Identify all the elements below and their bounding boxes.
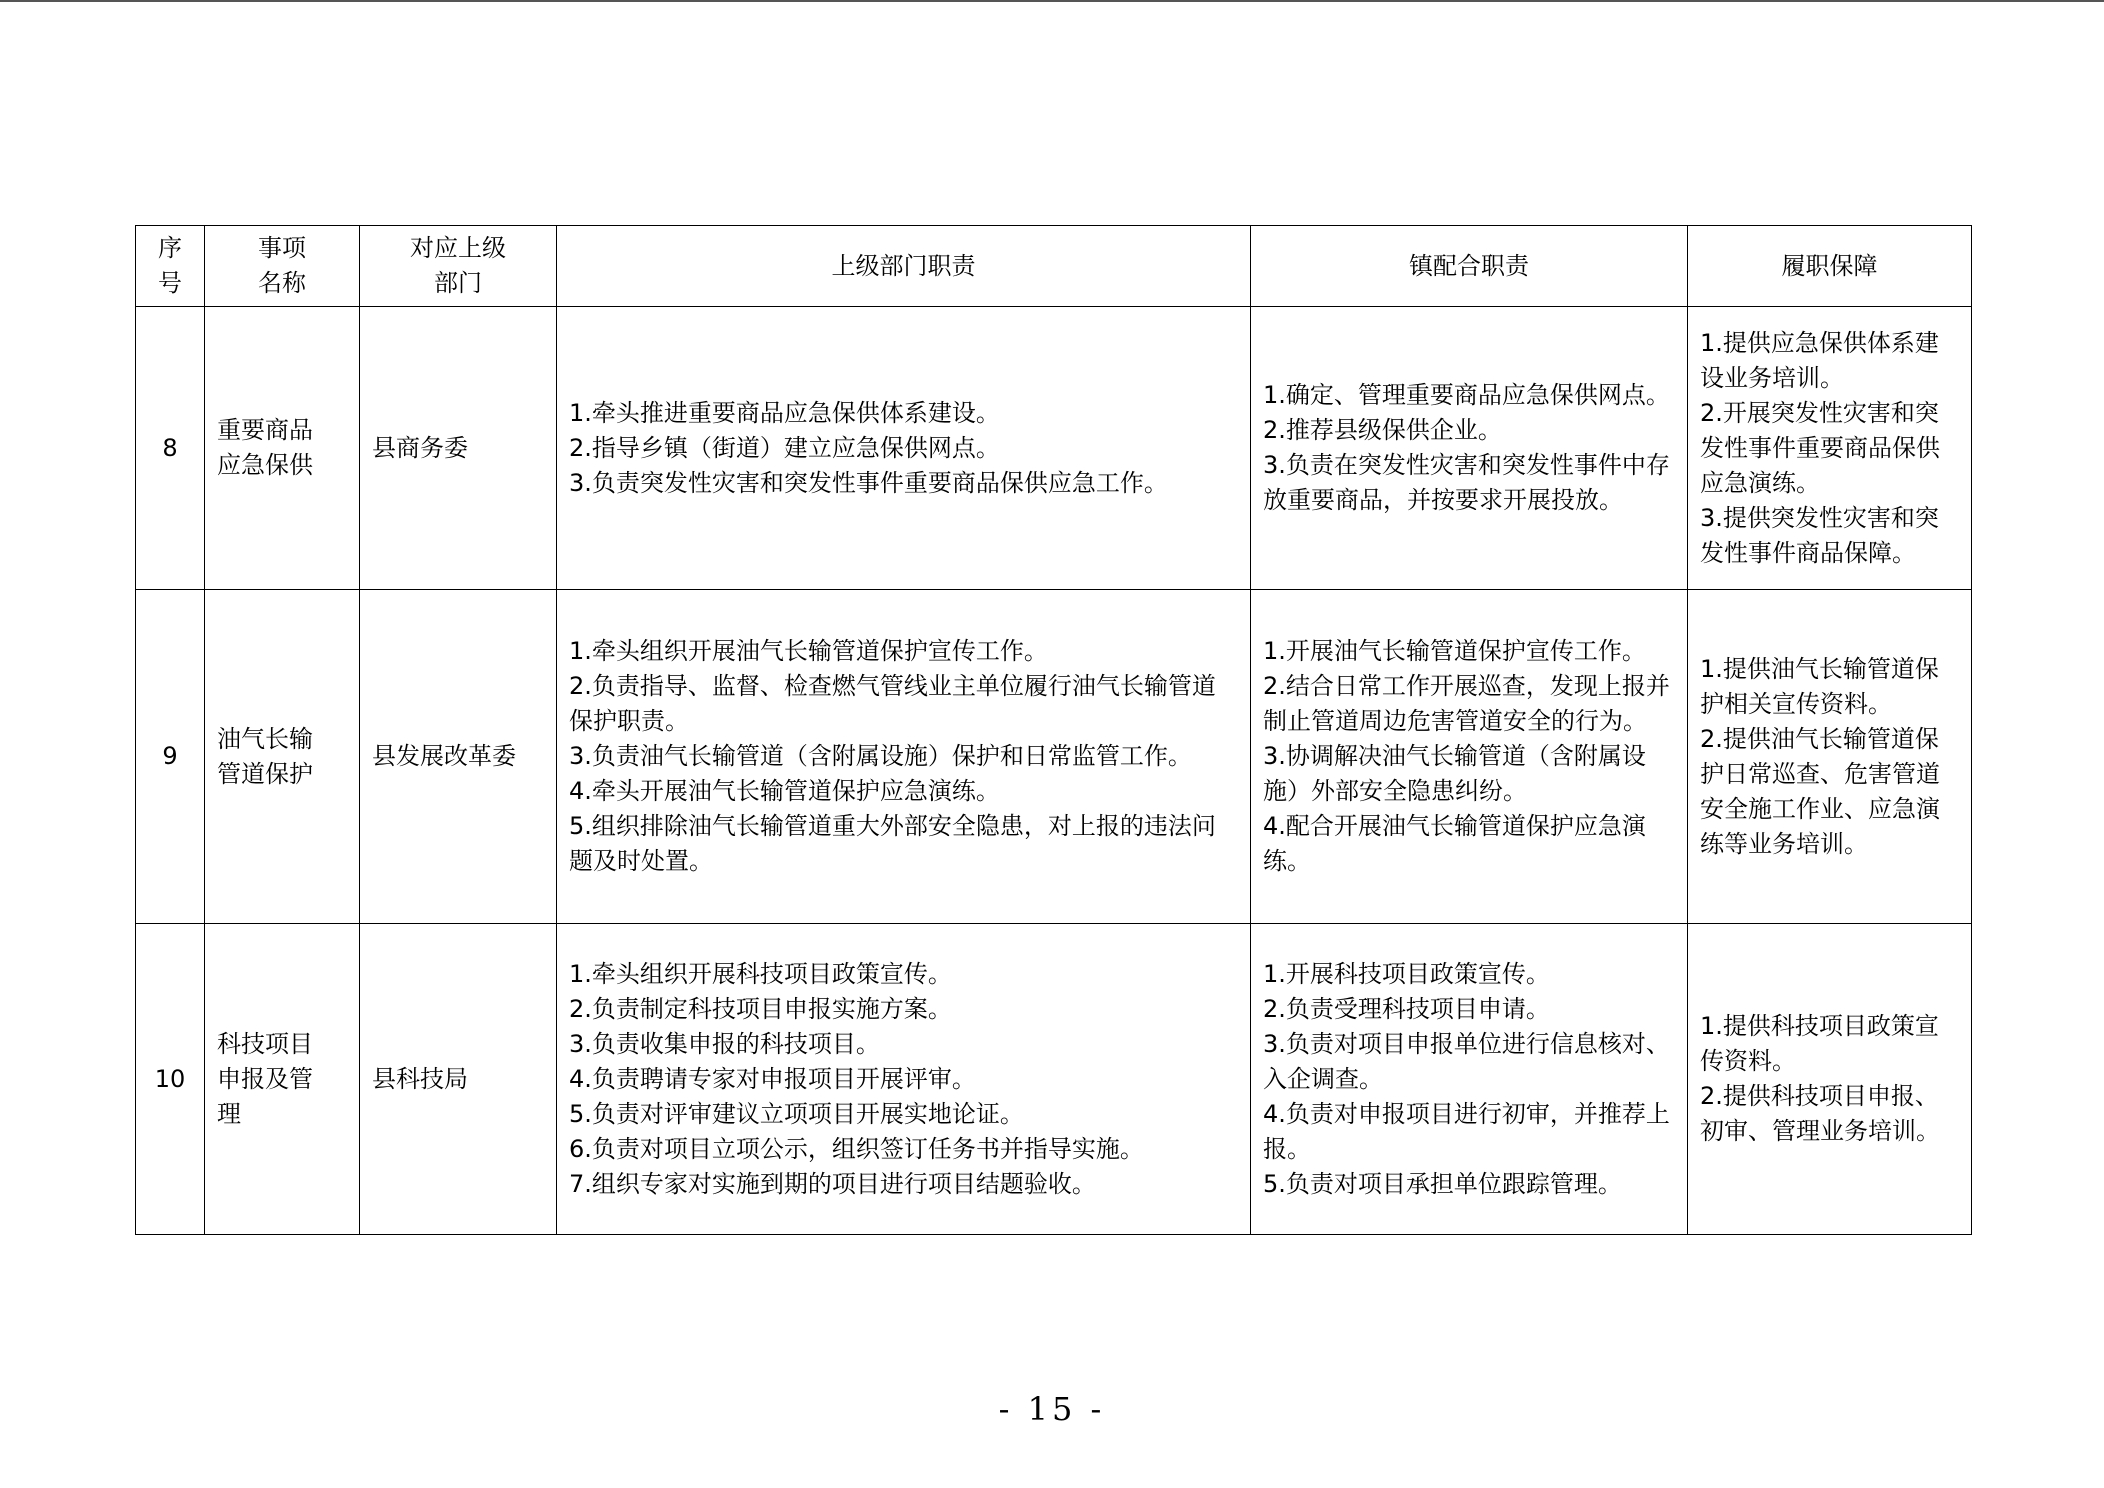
cell-name-line: 应急保供 <box>217 451 313 479</box>
table-row <box>136 924 1972 1235</box>
cell-name-line: 重要商品 <box>217 416 313 444</box>
duty-item: 3.协调解决油气长输管道（含附属设施）外部安全隐患纠纷。 <box>1263 742 1646 805</box>
guarantee-item: 1.提供油气长输管道保护相关宣传资料。 <box>1700 654 1939 718</box>
duty-item: 5.负责对项目承担单位跟踪管理。 <box>1263 1169 1622 1198</box>
duty-item: 2.推荐县级保供企业。 <box>1263 416 1502 444</box>
duty-item: 5.组织排除油气长输管道重大外部安全隐患，对上报的违法问题及时处置。 <box>569 812 1216 875</box>
header-superior-dept <box>360 226 557 307</box>
table-row <box>136 590 1972 924</box>
table-header-row <box>136 226 1972 307</box>
duty-item: 5.负责对评审建议立项项目开展实地论证。 <box>569 1099 1024 1128</box>
duty-item: 1.牵头组织开展油气长输管道保护宣传工作。 <box>569 637 1048 665</box>
header-no <box>136 226 205 307</box>
cell-name-line: 理 <box>217 1099 241 1128</box>
cell-name-line: 科技项目 <box>217 1029 313 1058</box>
cell-superior-duties <box>557 924 1251 1235</box>
guarantee-item: 2.提供科技项目申报、初审、管理业务培训。 <box>1700 1082 1940 1145</box>
cell-guarantee <box>1688 307 1972 590</box>
cell-town-duties <box>1251 924 1688 1235</box>
header-town-duties: 镇配合职责 <box>1251 226 1688 307</box>
duty-item: 4.牵头开展油气长输管道保护应急演练。 <box>569 777 1000 805</box>
duty-item: 6.负责对项目立项公示，组织签订任务书并指导实施。 <box>569 1134 1144 1163</box>
page-number: - 15 - <box>998 1390 1106 1428</box>
cell-town-duties <box>1251 590 1688 924</box>
cell-dept: 县发展改革委 <box>360 590 557 924</box>
guarantee-item: 2.提供油气长输管道保护日常巡查、危害管道安全施工作业、应急演练等业务培训。 <box>1700 724 1940 858</box>
duty-item: 2.负责指导、监督、检查燃气管线业主单位履行油气长输管道保护职责。 <box>569 672 1216 735</box>
cell-guarantee <box>1688 590 1972 924</box>
duty-item: 3.负责突发性灾害和突发性事件重要商品保供应急工作。 <box>569 468 1168 497</box>
duty-item: 2.结合日常工作开展巡查，发现上报并制止管道周边危害管道安全的行为。 <box>1263 672 1670 735</box>
cell-name-line: 申报及管 <box>217 1064 313 1093</box>
duty-item: 7.组织专家对实施到期的项目进行项目结题验收。 <box>569 1169 1096 1198</box>
header-name-line: 事项 <box>258 234 306 262</box>
top-border-line <box>0 0 2104 2</box>
duty-item: 4.配合开展油气长输管道保护应急演练。 <box>1263 812 1646 875</box>
header-name-line: 名称 <box>258 269 306 297</box>
cell-town-duties <box>1251 307 1688 590</box>
duty-item: 1.牵头组织开展科技项目政策宣传。 <box>569 959 952 988</box>
cell-dept: 县商务委 <box>360 307 557 590</box>
cell-name-line: 油气长输 <box>217 724 313 753</box>
guarantee-item: 1.提供科技项目政策宣传资料。 <box>1700 1012 1939 1075</box>
header-no-line: 序 <box>158 234 182 262</box>
guarantee-item: 2.开展突发性灾害和突发性事件重要商品保供应急演练。 <box>1700 398 1940 497</box>
guarantee-item: 3.提供突发性灾害和突发性事件商品保障。 <box>1700 503 1939 567</box>
header-no-line: 号 <box>158 269 182 297</box>
cell-no: 8 <box>136 307 205 590</box>
duty-item: 2.指导乡镇（街道）建立应急保供网点。 <box>569 433 1000 462</box>
duty-item: 3.负责对项目申报单位进行信息核对、入企调查。 <box>1263 1029 1670 1093</box>
cell-no: 9 <box>136 590 205 924</box>
cell-name-line: 管道保护 <box>217 759 313 788</box>
duty-table <box>135 225 1972 1235</box>
header-guarantee: 履职保障 <box>1688 226 1972 307</box>
cell-no: 10 <box>136 924 205 1235</box>
duty-item: 1.开展科技项目政策宣传。 <box>1263 959 1550 988</box>
duty-item: 2.负责受理科技项目申请。 <box>1263 994 1550 1023</box>
duty-item: 3.负责在突发性灾害和突发性事件中存放重要商品，并按要求开展投放。 <box>1263 451 1670 514</box>
duty-item: 3.负责油气长输管道（含附属设施）保护和日常监管工作。 <box>569 742 1192 770</box>
header-superior-dept-line: 部门 <box>434 269 482 297</box>
header-superior-duties: 上级部门职责 <box>557 226 1251 307</box>
header-superior-dept-line: 对应上级 <box>410 234 506 262</box>
duty-item: 1.牵头推进重要商品应急保供体系建设。 <box>569 398 1000 427</box>
cell-superior-duties <box>557 307 1251 590</box>
cell-superior-duties <box>557 590 1251 924</box>
duty-item: 4.负责对申报项目进行初审，并推荐上报。 <box>1263 1099 1670 1163</box>
cell-guarantee <box>1688 924 1972 1235</box>
cell-name <box>205 307 360 590</box>
duty-item: 2.负责制定科技项目申报实施方案。 <box>569 994 952 1023</box>
header-name <box>205 226 360 307</box>
table-row <box>136 307 1972 590</box>
cell-name <box>205 924 360 1235</box>
duty-item: 3.负责收集申报的科技项目。 <box>569 1029 880 1058</box>
duty-item: 1.确定、管理重要商品应急保供网点。 <box>1263 381 1670 409</box>
duty-item: 1.开展油气长输管道保护宣传工作。 <box>1263 637 1646 665</box>
cell-name <box>205 590 360 924</box>
duty-item: 4.负责聘请专家对申报项目开展评审。 <box>569 1064 976 1093</box>
cell-dept: 县科技局 <box>360 924 557 1235</box>
guarantee-item: 1.提供应急保供体系建设业务培训。 <box>1700 328 1939 392</box>
